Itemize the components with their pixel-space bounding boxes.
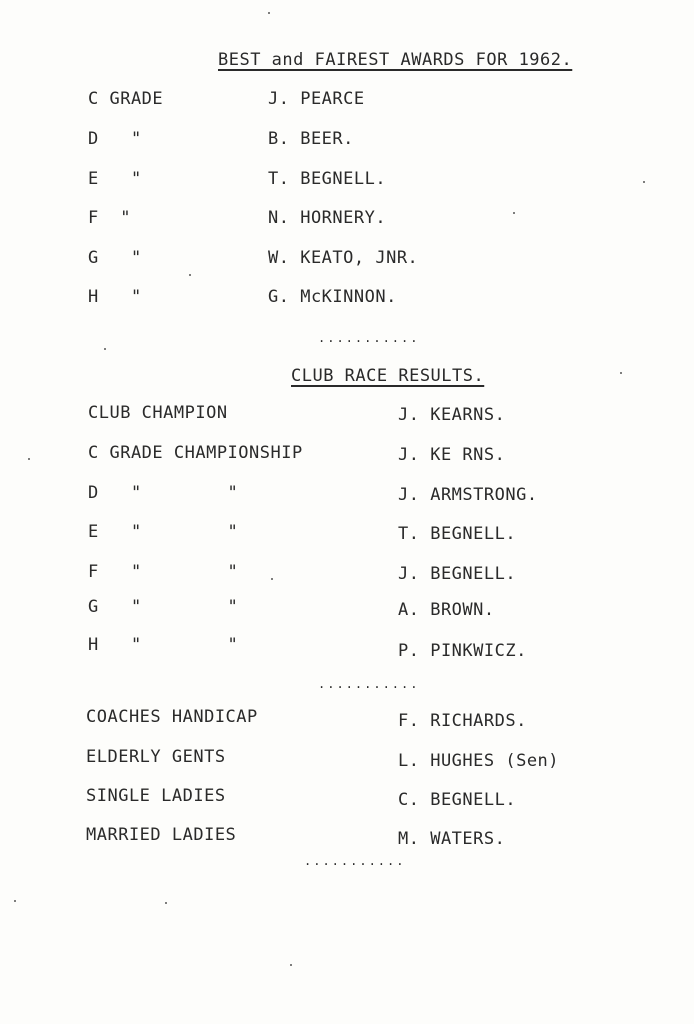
scan-speck [165,902,167,904]
sp-name-1: L. HUGHES (Sen) [398,751,560,771]
sp-name-3: M. WATERS. [398,829,506,849]
cr-event-6: H " " [88,635,239,655]
scan-speck [189,274,191,276]
cr-name-0: J. KEARNS. [398,405,506,425]
scan-speck [290,964,292,966]
separator-3: ........... [304,854,406,868]
bf-name-g: W. KEATO, JNR. [268,248,419,268]
bf-grade-d: D " [88,129,142,149]
scan-speck [271,578,273,580]
sp-name-2: C. BEGNELL. [398,790,517,810]
cr-name-2: J. ARMSTRONG. [398,485,538,505]
sp-event-3: MARRIED LADIES [86,825,237,845]
cr-event-3: E " " [88,522,239,542]
scan-speck [620,372,622,374]
cr-name-3: T. BEGNELL. [398,524,517,544]
bf-grade-c: C GRADE [88,89,164,109]
scan-speck [28,458,30,460]
separator-2: ........... [318,677,420,691]
bf-name-c: J. PEARCE [268,89,365,109]
club-race-title: CLUB RACE RESULTS. [291,366,485,386]
cr-name-6: P. PINKWICZ. [398,641,527,661]
bf-name-h: G. McKINNON. [268,287,397,307]
sp-name-0: F. RICHARDS. [398,711,527,731]
bf-grade-e: E " [88,169,142,189]
sp-event-2: SINGLE LADIES [86,786,226,806]
bf-grade-h: H " [88,287,142,307]
cr-event-2: D " " [88,483,239,503]
cr-event-0: CLUB CHAMPION [88,403,228,423]
cr-event-1: C GRADE CHAMPIONSHIP [88,443,303,463]
best-fairest-title: BEST and FAIREST AWARDS FOR 1962. [218,50,573,70]
separator-1: ........... [318,331,420,345]
bf-grade-f: F " [88,208,131,228]
scan-speck [104,348,106,350]
cr-name-4: J. BEGNELL. [398,564,517,584]
bf-name-d: B. BEER. [268,129,354,149]
cr-name-5: A. BROWN. [398,600,495,620]
scan-speck [268,12,270,14]
scan-speck [14,900,16,902]
cr-event-4: F " " [88,562,239,582]
sp-event-1: ELDERLY GENTS [86,747,226,767]
scan-speck [513,212,515,214]
sp-event-0: COACHES HANDICAP [86,707,258,727]
cr-name-1: J. KE RNS. [398,445,506,465]
scan-speck [643,181,645,183]
bf-name-f: N. HORNERY. [268,208,387,228]
cr-event-5: G " " [88,597,239,617]
bf-grade-g: G " [88,248,142,268]
bf-name-e: T. BEGNELL. [268,169,387,189]
